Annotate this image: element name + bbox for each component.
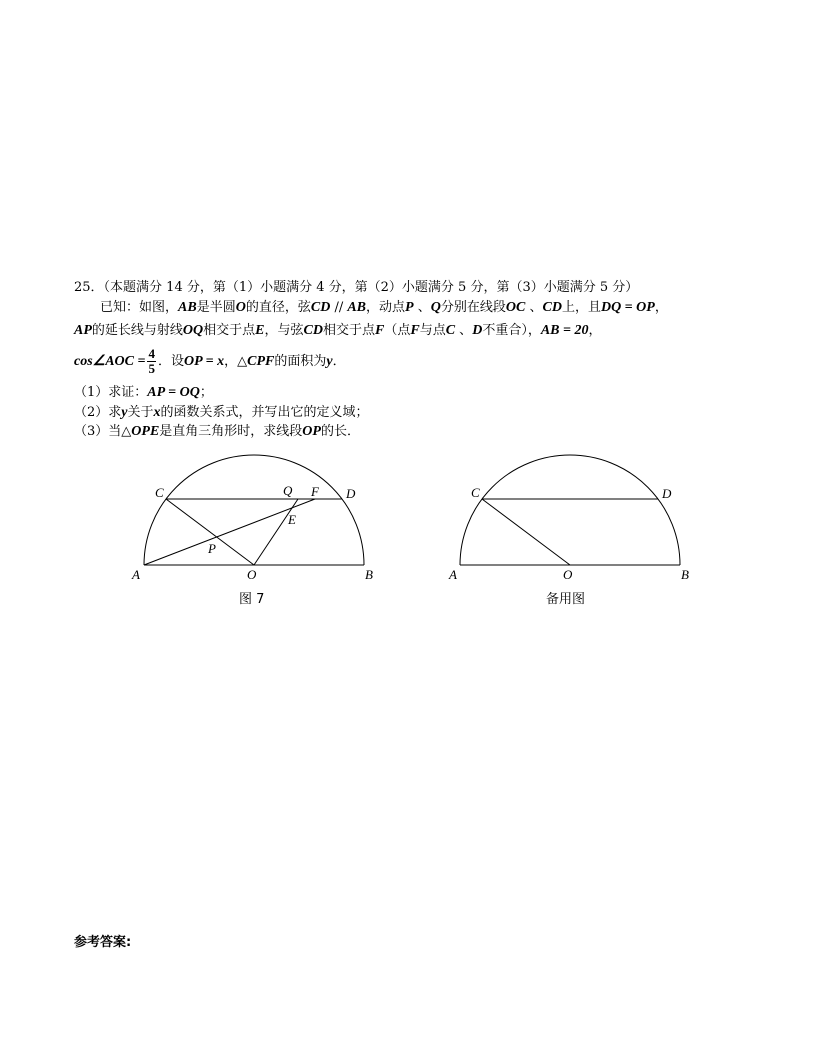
figure-backup-labels	[448, 485, 689, 582]
text: （2）求	[74, 405, 122, 420]
figure-backup-caption: 备用图	[546, 592, 586, 607]
math-ab-20: AB = 20	[540, 323, 589, 338]
label-c: C	[155, 485, 164, 500]
text: 分别在线段	[440, 300, 506, 315]
math-c: C	[445, 323, 456, 338]
text: ，与弦	[264, 323, 304, 338]
math-o: O	[235, 300, 246, 315]
label-d: D	[662, 486, 672, 501]
math-e: E	[255, 323, 265, 338]
text: ，△	[224, 354, 248, 369]
math-y: y	[121, 405, 128, 420]
fraction-numerator: 4	[148, 346, 155, 361]
text: 与点	[419, 323, 446, 338]
fraction-denominator: 5	[148, 361, 155, 376]
math-q: Q	[430, 300, 441, 315]
math-f: F	[374, 323, 385, 338]
math-cpf: CPF	[247, 354, 275, 369]
label-o: O	[247, 567, 257, 582]
segment-oc	[482, 499, 570, 565]
math-op: OP	[302, 424, 321, 439]
text: （3）当△	[74, 424, 132, 439]
text: 、	[525, 300, 543, 315]
math-oc: OC	[505, 300, 526, 315]
label-b: B	[681, 567, 689, 582]
math-dq-op: DQ = OP	[600, 300, 655, 315]
text: 、	[413, 300, 431, 315]
math-ab: AB	[347, 300, 367, 315]
text: ．设	[157, 354, 184, 369]
parallel-symbol: //	[330, 300, 348, 315]
text: 已知：如图，	[100, 300, 179, 315]
label-q: Q	[283, 483, 293, 498]
label-b: B	[365, 567, 373, 582]
text: 上，且	[561, 300, 601, 315]
text: 关于	[127, 405, 154, 420]
text: 相交于点	[203, 323, 256, 338]
segment-oq	[254, 499, 298, 565]
answer-label: 参考答案:	[74, 935, 132, 950]
text: ；	[199, 385, 213, 400]
math-cd: CD	[310, 300, 331, 315]
label-a: A	[132, 567, 140, 582]
text: （点	[384, 323, 411, 338]
math-p: P	[405, 300, 414, 315]
text: 、	[455, 323, 473, 338]
math-d: D	[472, 323, 483, 338]
math-op-x: OP = x	[184, 354, 225, 369]
label-a: A	[449, 567, 457, 582]
math-ope: OPE	[131, 424, 160, 439]
problem-header: 25．（本题满分 14 分，第（1）小题满分 4 分，第（2）小题满分 5 分，第（3）小题满分 5 分）	[74, 280, 639, 295]
math-cd: CD	[542, 300, 562, 315]
text: 的直径，弦	[245, 300, 311, 315]
figure-7-caption: 图 7	[239, 592, 265, 607]
label-c: C	[471, 485, 480, 500]
math-ap-oq: AP = OQ	[147, 385, 200, 400]
figure-7	[144, 455, 364, 565]
figure-backup	[460, 455, 680, 565]
label-d: D	[346, 486, 356, 501]
text: 的延长线与射线	[91, 323, 183, 338]
math-cd: CD	[303, 323, 323, 338]
semicircle-arc	[144, 455, 364, 565]
semicircle-arc	[460, 455, 680, 565]
math-ab: AB	[178, 300, 197, 315]
label-p: P	[208, 541, 216, 556]
text: 是半圆	[196, 300, 236, 315]
math-cos-aoc: cos∠AOC =	[74, 354, 146, 369]
text: 的函数关系式，并写出它的定义域；	[160, 405, 369, 420]
text: 不重合），	[482, 323, 541, 338]
text: ，动点	[366, 300, 406, 315]
label-f: F	[311, 484, 319, 499]
text: ，	[654, 300, 668, 315]
text: 相交于点	[322, 323, 375, 338]
text: 的面积为	[274, 354, 327, 369]
math-y: y	[326, 354, 333, 369]
label-e: E	[288, 512, 296, 527]
segment-af	[144, 499, 315, 565]
math-oq: OQ	[182, 323, 204, 338]
text: 的长．	[320, 424, 360, 439]
math-ap: AP	[74, 323, 92, 338]
text: 是直角三角形时，求线段	[159, 424, 303, 439]
math-f: F	[410, 323, 420, 338]
text: ，	[588, 323, 602, 338]
math-x: x	[153, 405, 161, 420]
text: ．	[332, 354, 346, 369]
text: （1）求证：	[74, 385, 148, 400]
label-o: O	[563, 567, 573, 582]
